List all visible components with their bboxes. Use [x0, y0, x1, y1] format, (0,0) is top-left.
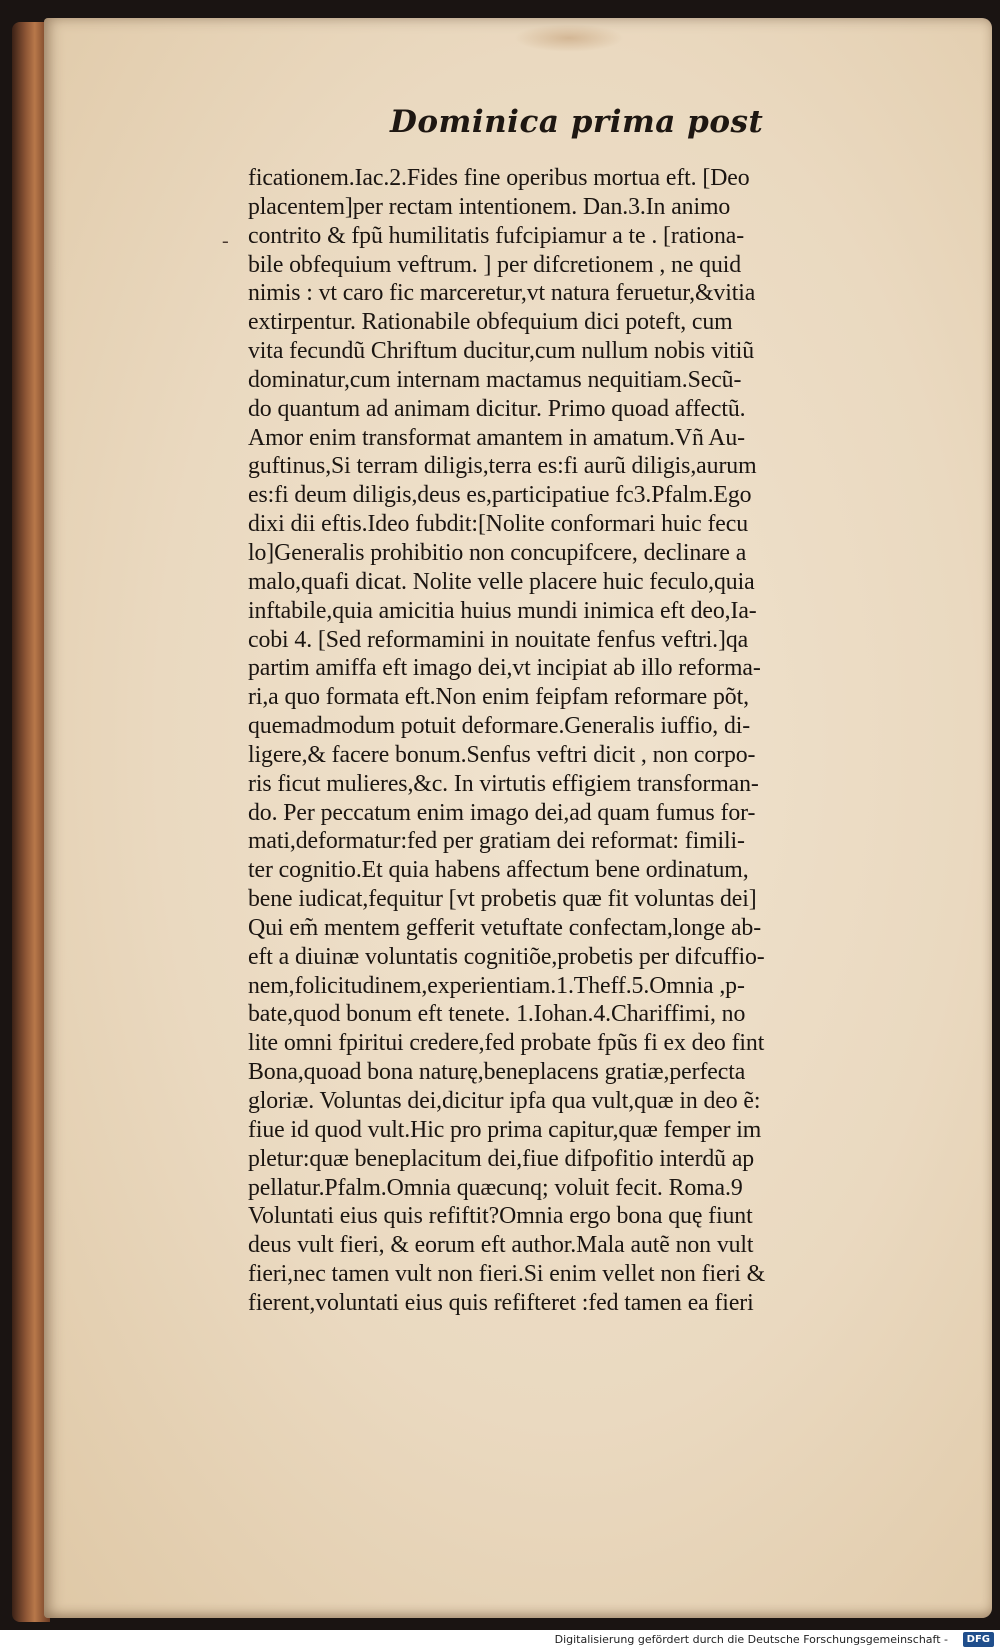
running-head: Dominica prima post: [390, 104, 764, 140]
dfg-logo-badge: DFG: [963, 1632, 994, 1647]
text-line: eft a diuinæ voluntatis cognitiõe,probetis per difcuffio-: [248, 943, 765, 970]
text-line: bate,quod bonum eft tenete. 1.Iohan.4.Chariffimi, no: [248, 1001, 746, 1028]
text-line: cobi 4. [Sed reformamini in nouitate fenfus veftri.]qa: [248, 626, 749, 653]
text-line: Bona,quoad bona naturę,beneplacens gratiæ,perfecta: [248, 1059, 746, 1086]
text-line: gloriæ. Voluntas dei,dicitur ipfa qua vult,quæ in deo ẽ:: [248, 1088, 761, 1114]
text-line: fiue id quod vult.Hic pro prima capitur,quæ femper im: [248, 1116, 762, 1143]
text-line: nem,folicitudinem,experientiam.1.Theff.5.Omnia ,p-: [248, 972, 745, 999]
text-block: [248, 164, 920, 1318]
text-line: placentem]per rectam intentionem. Dan.3.In animo: [248, 193, 731, 220]
text-line: Amor enim transformat amantem in amatum.Vñ Au-: [248, 424, 745, 451]
text-line: Voluntati eius quis refiftit?Omnia ergo bona quę fiunt: [248, 1203, 753, 1230]
text-line: do quantum ad animam dicitur. Primo quoad affectũ.: [248, 395, 746, 422]
text-line: pletur:quæ beneplacitum dei,fiue difpofitio interdũ ap: [248, 1145, 755, 1172]
text-line: ri,a quo formata eft.Non enim feipfam reformare põt,: [248, 684, 749, 711]
text-line: partim amiffa eft imago dei,vt incipiat ab illo reforma-: [248, 655, 761, 682]
text-line: quemadmodum potuit deformare.Generalis iuffio, di-: [248, 713, 751, 740]
text-line: malo,quafi dicat. Nolite velle placere huic feculo,quia: [248, 568, 755, 595]
text-line: vita fecundũ Chriftum ducitur,cum nullum nobis vitiũ: [248, 338, 755, 365]
text-line: bile obfequium veftrum. ] per difcretionem , ne quid: [248, 251, 742, 278]
text-line: fierent,voluntati eius quis refifteret :fed tamen ea fieri: [248, 1289, 754, 1316]
text-line: lo]Generalis prohibitio non concupifcere, declinare a: [248, 539, 747, 566]
text-line: lite omni fpiritui credere,fed probate fpũs fi ex deo fint: [248, 1030, 765, 1057]
page-stain: [514, 24, 624, 52]
text-line: inftabile,quia amicitia huius mundi inimica eft deo,Ia-: [248, 597, 757, 624]
text-line: nimis : vt caro fic marceretur,vt natura feruetur,&vitia: [248, 280, 756, 307]
text-line: mati,deformatur:fed per gratiam dei reformat: fimili-: [248, 828, 745, 855]
text-line: contrito & fpũ humilitatis fufcipiamur a te . [rationa-: [248, 222, 745, 249]
text-line: deus vult fieri, & eorum eft author.Mala autẽ non vult: [248, 1232, 754, 1259]
footer-credit: Digitalisierung gefördert durch die Deutsche Forschungsgemeinschaft -: [554, 1633, 948, 1646]
text-line: bene iudicat,fequitur [vt probetis quæ fit voluntas dei]: [248, 886, 757, 913]
text-line: dixi dii eftis.Ideo fubdit:[Nolite conformari huic fecu: [248, 511, 749, 538]
text-line: do. Per peccatum enim imago dei,ad quam fumus for-: [248, 799, 756, 826]
text-line: fieri,nec tamen vult non fieri.Si enim vellet non fieri &: [248, 1261, 766, 1288]
footer-bar: [0, 1630, 1000, 1651]
marginal-mark: -: [222, 230, 229, 252]
text-line: ficationem.Iac.2.Fides fine operibus mortua eft. [Deo: [248, 165, 750, 191]
text-line: Qui em̃ mentem gefferit vetuftate confectam,longe ab-: [248, 914, 762, 941]
text-line: guftinus,Si terram diligis,terra es:fi aurũ diligis,aurum: [248, 453, 757, 480]
text-line: dominatur,cum internam mactamus nequitiam.Secũ-: [248, 366, 742, 393]
text-line: pellatur.Pfalm.Omnia quæcunq; voluit fecit. Roma.9: [248, 1174, 743, 1201]
text-line: es:fi deum diligis,deus es,participatiue fc3.Pfalm.Ego: [248, 482, 752, 509]
text-line: ris ficut mulieres,&c. In virtutis effigiem transforman-: [248, 770, 759, 797]
text-line: ligere,& facere bonum.Senfus veftri dicit , non corpo-: [248, 741, 756, 768]
text-line: extirpentur. Rationabile obfequium dici poteft, cum: [248, 309, 733, 336]
text-line: ter cognitio.Et quia habens affectum bene ordinatum,: [248, 857, 749, 884]
